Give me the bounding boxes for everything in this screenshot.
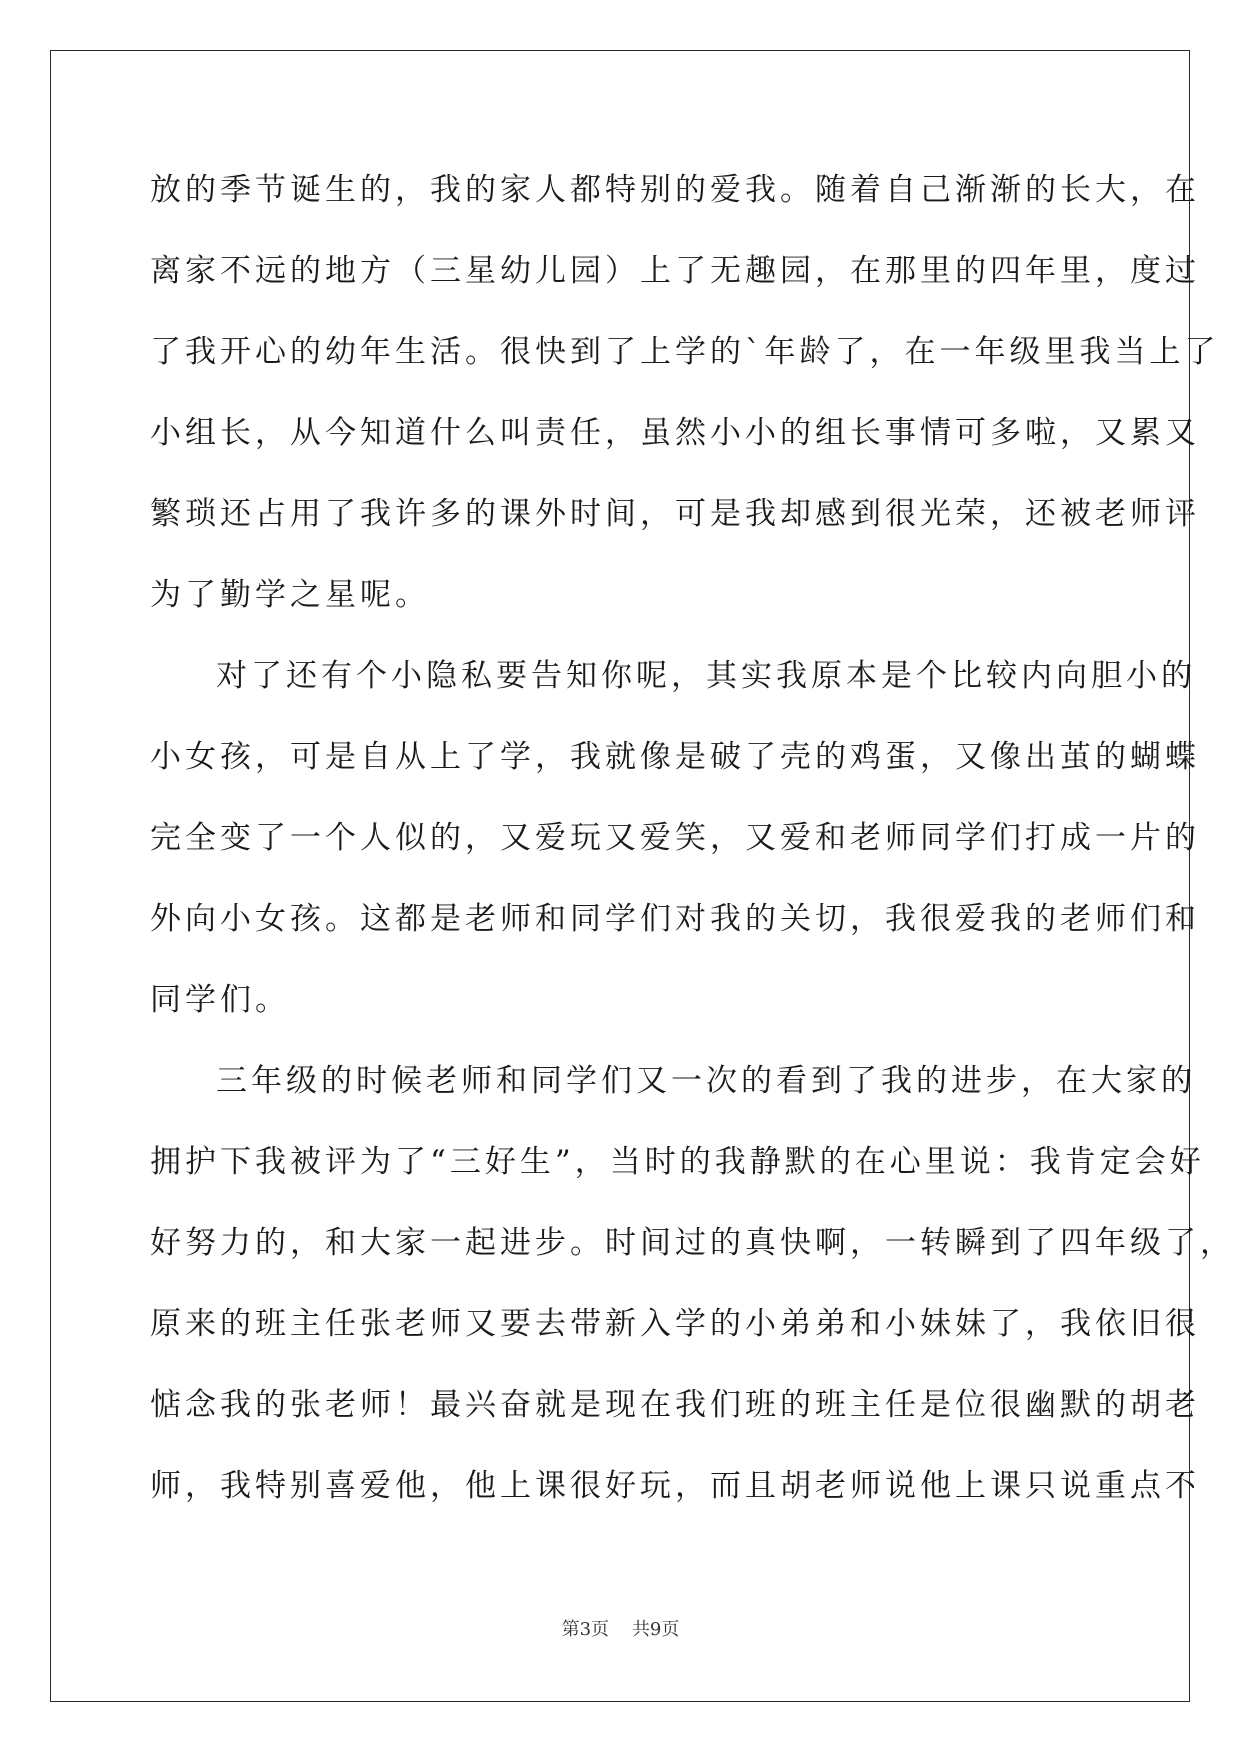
page-total: 共9页: [631, 1619, 680, 1640]
text-line: 原来的班主任张老师又要去带新入学的小弟弟和小妹妹了，我依旧很: [150, 1306, 1200, 1342]
text-line: 惦念我的张老师！最兴奋就是现在我们班的班主任是位很幽默的胡老: [150, 1387, 1200, 1423]
text-line: 了我开心的幼年生活。很快到了上学的`年龄了，在一年级里我当上了: [150, 334, 1220, 370]
text-line: 小女孩，可是自从上了学，我就像是破了壳的鸡蛋，又像出茧的蝴蝶: [150, 739, 1200, 775]
text-line: 小组长，从今知道什么叫责任，虽然小小的组长事情可多啦，又累又: [150, 415, 1200, 451]
page-footer: [0, 1615, 1241, 1641]
paragraph-first-line: 三年级的时候老师和同学们又一次的看到了我的进步，在大家的: [216, 1063, 1196, 1099]
text-line: 繁琐还占用了我许多的课外时间，可是我却感到很光荣，还被老师评: [150, 496, 1200, 532]
text-line: 离家不远的地方（三星幼儿园）上了无趣园，在那里的四年里，度过: [150, 253, 1200, 289]
text-line: 同学们。: [150, 982, 290, 1018]
text-line: 放的季节诞生的，我的家人都特别的爱我。随着自己渐渐的长大，在: [150, 172, 1200, 208]
document-body: [150, 160, 1235, 1537]
text-line: 师，我特别喜爱他，他上课很好玩，而且胡老师说他上课只说重点不: [150, 1468, 1200, 1504]
text-line: 完全变了一个人似的，又爱玩又爱笑，又爱和老师同学们打成一片的: [150, 820, 1200, 856]
paragraph-first-line: 对了还有个小隐私要告知你呢，其实我原本是个比较内向胆小的: [216, 658, 1196, 694]
page-number: 第3页: [561, 1619, 610, 1640]
text-line: 外向小女孩。这都是老师和同学们对我的关切，我很爱我的老师们和: [150, 901, 1200, 937]
text-line: 拥护下我被评为了“三好生”，当时的我静默的在心里说：我肯定会好: [150, 1144, 1205, 1180]
text-line: 为了勤学之星呢。: [150, 577, 430, 613]
text-line: 好努力的，和大家一起进步。时间过的真快啊，一转瞬到了四年级了，: [150, 1225, 1235, 1261]
